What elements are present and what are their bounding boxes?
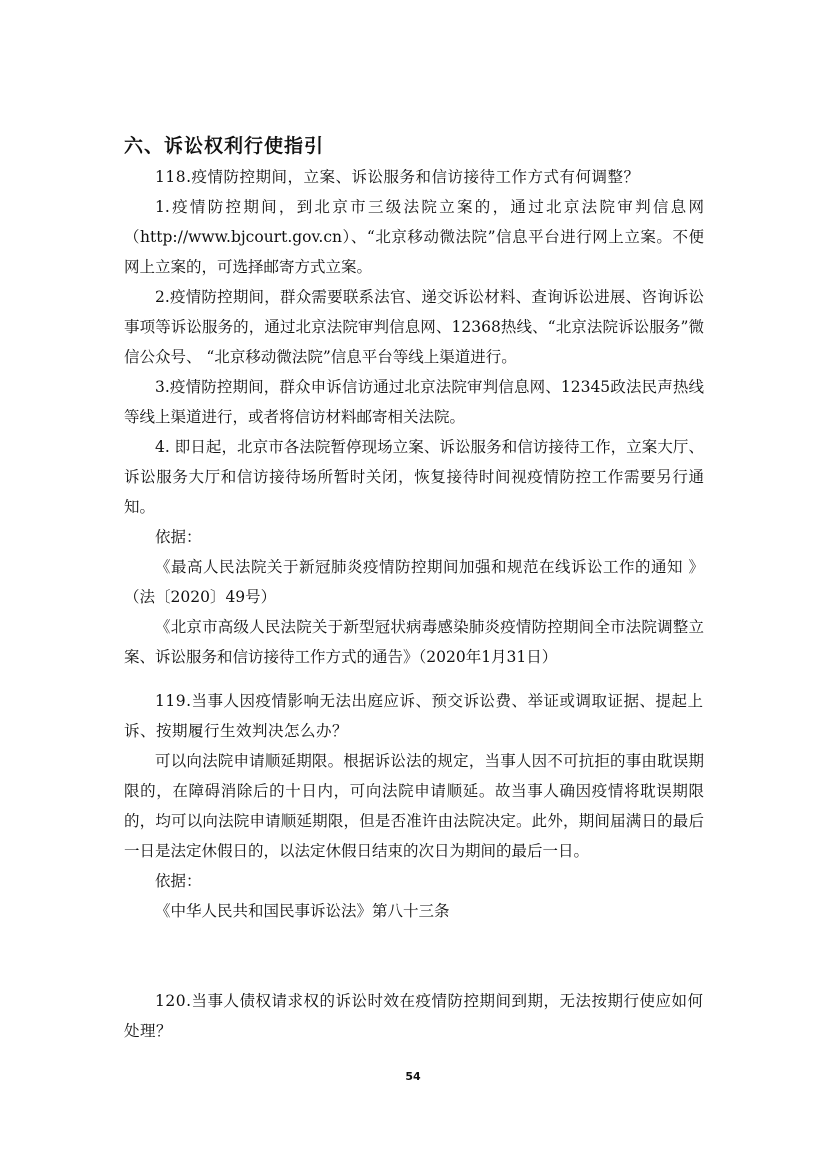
question-119-heading: 119.当事人因疫情影响无法出庭应诉、预交诉讼费、举证或调取证据、提起上诉、按期履行生效判决怎么办？ [124, 692, 704, 740]
question-118-heading: 118.疫情防控期间，立案、诉讼服务和信访接待工作方式有何调整？ [155, 168, 640, 186]
question-119-block [124, 686, 704, 926]
q118-paragraph-3: 3.疫情防控期间，群众申诉信访通过北京法院审判信息网、12345政法民声热线等线上渠道进行，或者将信访材料邮寄相关法院。 [124, 378, 704, 426]
question-120-heading: 120.当事人债权请求权的诉讼时效在疫情防控期间到期，无法按期行使应如何处理？ [124, 992, 704, 1040]
question-120-block [124, 986, 704, 1046]
q118-paragraph-1: 1.疫情防控期间，到北京市三级法院立案的，通过北京法院审判信息网（http://www.bjcourt.gov.cn）、“北京移动微法院”信息平台进行网上立案。不便网上立案的，可选择邮寄方式立案。 [124, 198, 704, 276]
q119-paragraph-1: 可以向法院申请顺延期限。根据诉讼法的规定，当事人因不可抗拒的事由耽误期限的，在障碍消除后的十日内，可向法院申请顺延。故当事人确因疫情将耽误期限的，均可以向法院申请顺延期限，但是否准许由法院决定。此外，期间届满日的最后一日是法定休假日的，以法定休假日结束的次日为期间的最后一日。 [124, 752, 704, 860]
page-number: 54 [405, 1070, 421, 1083]
section-title: 六、诉讼权利行使指引 [124, 135, 325, 157]
q119-basis-1: 《中华人民共和国民事诉讼法》第八十三条 [155, 902, 450, 920]
q118-basis-1: 《最高人民法院关于新冠肺炎疫情防控期间加强和规范在线诉讼工作的通知 》（法〔2020〕49号） [124, 558, 704, 606]
question-118-block [124, 162, 704, 672]
q118-basis-label: 依据： [155, 528, 202, 546]
q118-paragraph-4: 4. 即日起，北京市各法院暂停现场立案、诉讼服务和信访接待工作，立案大厅、诉讼服务大厅和信访接待场所暂时关闭，恢复接待时间视疫情防控工作需要另行通知。 [124, 438, 704, 516]
q118-basis-2: 《北京市高级人民法院关于新型冠状病毒感染肺炎疫情防控期间全市法院调整立案、诉讼服务和信访接待工作方式的通告》（2020年1月31日） [124, 618, 704, 666]
q119-basis-label: 依据： [155, 872, 202, 890]
q118-paragraph-2: 2.疫情防控期间，群众需要联系法官、递交诉讼材料、查询诉讼进展、咨询诉讼事项等诉讼服务的，通过北京法院审判信息网、12368热线、“北京法院诉讼服务”微信公众号、 “北京移动微法院”信息平台等线上渠道进行。 [124, 288, 704, 366]
